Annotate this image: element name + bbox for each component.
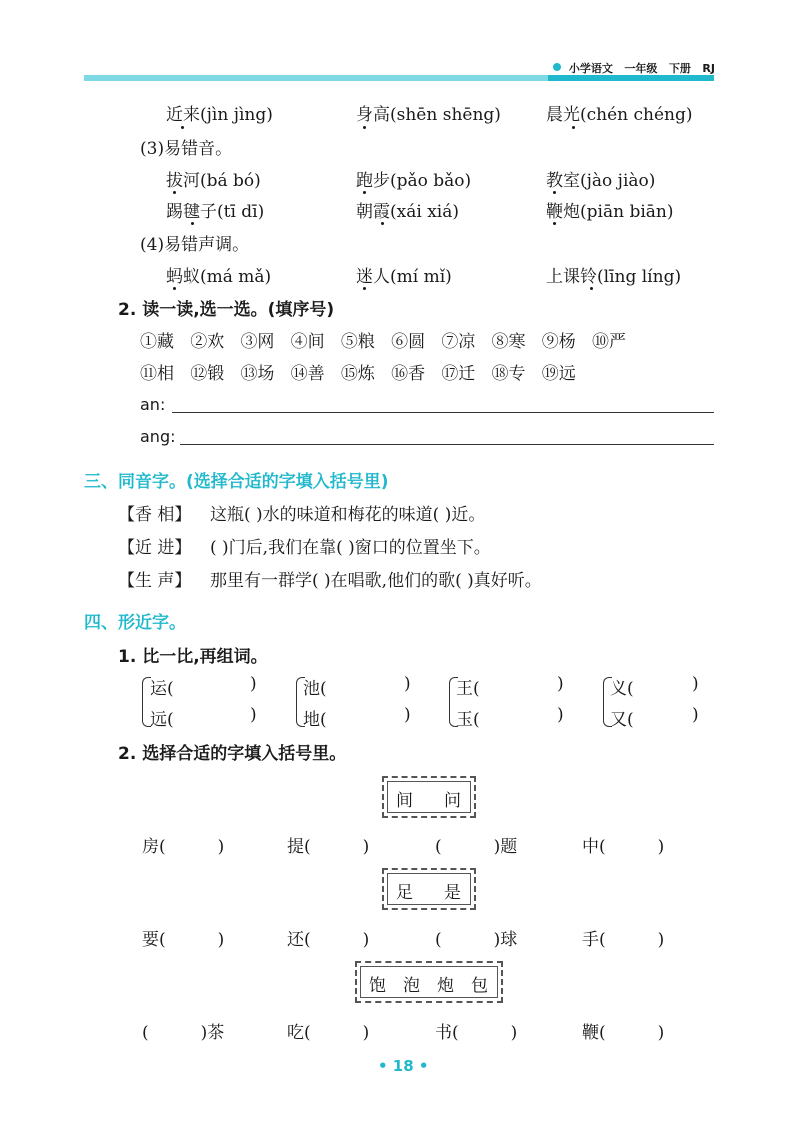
char-option: ⑱专 [491,364,526,384]
compare-close: ) [250,705,257,725]
char-choice-box [355,961,503,1003]
header-volume: 下册 [668,62,691,75]
char-option: ⑲远 [541,364,576,384]
pinyin-item: 鞭炮(piān biān) [546,202,674,222]
pinyin-item: 拔河(bá bó) [166,171,261,191]
emphasis-dot [572,126,575,129]
fill-item[interactable]: 提( ) [287,837,370,857]
char-option: ⑮炼 [340,364,375,384]
char-option: ⑦凉 [441,332,476,352]
emphasis-dot [173,191,176,194]
pinyin-item: 跑步(pǎo bǎo) [356,171,472,191]
emphasis-dot [381,222,384,225]
choice-char: 间 [396,791,413,811]
char-option: ⑯香 [391,364,426,384]
char-option: ⑰迁 [441,364,476,384]
char-list-row1 [140,327,626,352]
subsection-label: (3)易错音。 [140,139,233,159]
header-grade: 一年级 [624,62,658,75]
char-option: ②欢 [190,332,225,352]
fill-item[interactable]: 手( ) [582,930,665,950]
char-option: ①藏 [140,332,174,352]
bullet-icon [553,63,561,71]
emphasis-dot [173,287,176,290]
fill-item[interactable]: ( )球 [435,930,518,950]
fill-item[interactable]: 鞭( ) [582,1023,665,1043]
section-title: 三、同音字。(选择合适的字填入括号里) [84,472,389,492]
emphasis-dot [553,222,556,225]
char-option: ⑤粮 [340,332,375,352]
compare-char: 玉( [456,710,480,730]
question-title: 2. 选择合适的字填入括号里。 [118,744,347,764]
fill-item[interactable]: ( )题 [435,837,518,857]
char-option: ③网 [240,332,275,352]
choice-char: 是 [444,883,461,903]
compare-close: ) [692,705,699,725]
ang-answer-line[interactable] [180,444,714,445]
char-option: ⑭善 [290,364,325,384]
section-title: 四、形近字。 [84,613,186,633]
compare-char: 池( [303,679,327,699]
choice-char: 问 [444,791,461,811]
char-option: ⑫锻 [190,364,225,384]
choice-char: 足 [396,883,413,903]
pinyin-item: 晨光(chén chéng) [546,105,693,125]
choice-char: 泡 [403,976,420,996]
an-label: an: [140,395,166,414]
fill-item[interactable]: 书( ) [435,1023,518,1043]
pinyin-item: 蚂蚁(má mǎ) [166,267,272,287]
pinyin-item: 上课铃(līng líng) [546,267,682,287]
emphasis-dot [363,287,366,290]
choice-char: 炮 [437,976,454,996]
compare-close: ) [250,674,257,694]
compare-char: 义( [610,679,634,699]
compare-char: 王( [456,679,480,699]
char-option: ⑪相 [140,364,174,384]
emphasis-dot [363,191,366,194]
emphasis-dot [363,126,366,129]
pinyin-item: 教室(jào jiào) [546,171,656,191]
char-choice-box [382,868,476,910]
compare-char: 地( [303,710,327,730]
emphasis-dot [590,287,593,290]
fill-item[interactable]: 还( ) [287,930,370,950]
char-option: ④间 [290,332,325,352]
pinyin-item: 近来(jìn jìng) [166,105,273,125]
choice-char: 饱 [369,976,386,996]
fill-item[interactable]: 吃( ) [287,1023,370,1043]
compare-close: ) [557,674,564,694]
char-option: ⑩严 [591,332,626,352]
emphasis-dot [191,222,194,225]
header-edition: RJ [702,62,715,75]
homophone-tag: 【香 相】 [118,505,192,525]
compare-char: 又( [610,710,634,730]
homophone-sentence[interactable]: ( )门后,我们在靠( )窗口的位置坐下。 [210,538,491,558]
header-subject: 小学语文 [568,62,613,75]
char-option: ⑧寒 [491,332,526,352]
question-title: 2. 读一读,选一选。(填序号) [118,300,335,320]
fill-item[interactable]: ( )茶 [142,1023,225,1043]
char-option: ⑥圆 [391,332,426,352]
emphasis-dot [553,191,556,194]
compare-close: ) [404,674,411,694]
question-title: 1. 比一比,再组词。 [118,647,268,667]
pinyin-item: 踢毽子(tī dī) [166,202,265,222]
fill-item[interactable]: 房( ) [142,837,225,857]
char-choice-box [382,776,476,818]
choice-char: 包 [471,976,488,996]
pinyin-item: 迷人(mí mǐ) [356,267,452,287]
compare-close: ) [404,705,411,725]
homophone-tag: 【生 声】 [118,571,192,591]
homophone-tag: 【近 进】 [118,538,192,558]
compare-char: 运( [150,679,174,699]
char-option: ⑬场 [240,364,275,384]
subsection-label: (4)易错声调。 [140,235,250,255]
page-number: • 18 • [378,1057,429,1075]
fill-item[interactable]: 中( ) [582,837,665,857]
header-info [553,60,715,76]
fill-item[interactable]: 要( ) [142,930,225,950]
compare-char: 远( [150,710,174,730]
pinyin-item: 身高(shēn shēng) [356,105,501,125]
an-answer-line[interactable] [172,412,714,413]
char-option: ⑨杨 [541,332,576,352]
compare-close: ) [557,705,564,725]
char-list-row2 [140,359,576,384]
emphasis-dot [181,126,184,129]
ang-label: ang: [140,427,176,446]
compare-close: ) [692,674,699,694]
pinyin-item: 朝霞(xái xiá) [356,202,459,222]
homophone-sentence[interactable]: 这瓶( )水的味道和梅花的味道( )近。 [210,505,486,525]
homophone-sentence[interactable]: 那里有一群学( )在唱歌,他们的歌( )真好听。 [210,571,542,591]
